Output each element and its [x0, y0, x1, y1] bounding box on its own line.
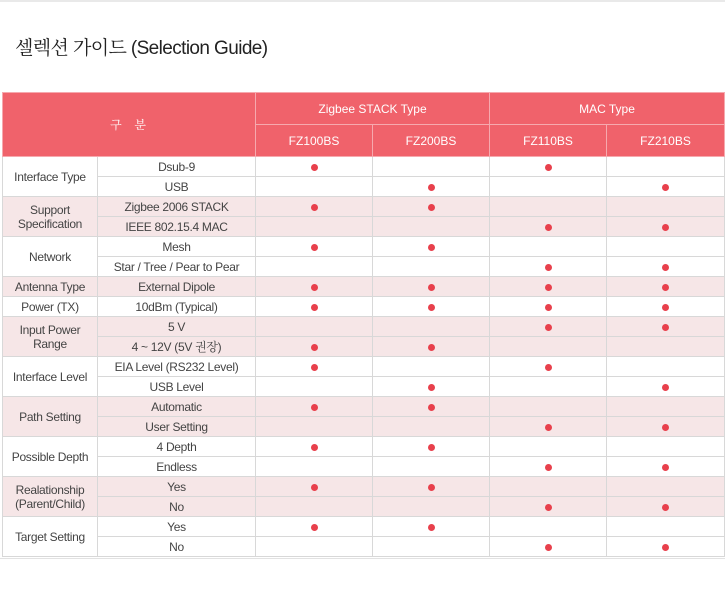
- category-cell: Input Power Range: [3, 317, 98, 357]
- support-cell: [490, 317, 607, 337]
- supported-dot-icon: [662, 304, 669, 311]
- support-cell: [607, 477, 725, 497]
- supported-dot-icon: [662, 264, 669, 271]
- table-row: [3, 377, 725, 397]
- support-cell: [490, 437, 607, 457]
- supported-dot-icon: [311, 444, 318, 451]
- spec-label-cell: 4 ~ 12V (5V 권장): [98, 337, 256, 357]
- supported-dot-icon: [545, 364, 552, 371]
- support-cell: [256, 337, 373, 357]
- support-cell: [256, 217, 373, 237]
- supported-dot-icon: [428, 204, 435, 211]
- table-row: [3, 257, 725, 277]
- spec-label-cell: Endless: [98, 457, 256, 477]
- supported-dot-icon: [428, 484, 435, 491]
- support-cell: [256, 377, 373, 397]
- spec-label-cell: Star / Tree / Pear to Pear: [98, 257, 256, 277]
- table-row: [3, 477, 725, 497]
- category-cell: Path Setting: [3, 397, 98, 437]
- support-cell: [490, 177, 607, 197]
- support-cell: [256, 497, 373, 517]
- supported-dot-icon: [311, 344, 318, 351]
- category-cell: Support Specification: [3, 197, 98, 237]
- supported-dot-icon: [545, 224, 552, 231]
- supported-dot-icon: [428, 304, 435, 311]
- support-cell: [490, 297, 607, 317]
- support-cell: [373, 377, 490, 397]
- support-cell: [256, 177, 373, 197]
- table-row: [3, 517, 725, 537]
- supported-dot-icon: [428, 184, 435, 191]
- support-cell: [373, 177, 490, 197]
- support-cell: [373, 517, 490, 537]
- supported-dot-icon: [428, 524, 435, 531]
- support-cell: [607, 217, 725, 237]
- supported-dot-icon: [311, 244, 318, 251]
- supported-dot-icon: [662, 504, 669, 511]
- supported-dot-icon: [545, 324, 552, 331]
- supported-dot-icon: [662, 424, 669, 431]
- category-cell: Possible Depth: [3, 437, 98, 477]
- category-cell: Power (TX): [3, 297, 98, 317]
- spec-label-cell: External Dipole: [98, 277, 256, 297]
- support-cell: [490, 257, 607, 277]
- table-row: [3, 337, 725, 357]
- support-cell: [256, 357, 373, 377]
- spec-label-cell: No: [98, 497, 256, 517]
- support-cell: [490, 397, 607, 417]
- table-row: [3, 357, 725, 377]
- spec-label-cell: Yes: [98, 477, 256, 497]
- table-row: [3, 197, 725, 217]
- supported-dot-icon: [428, 284, 435, 291]
- support-cell: [607, 257, 725, 277]
- support-cell: [607, 197, 725, 217]
- support-cell: [607, 177, 725, 197]
- spec-label-cell: Zigbee 2006 STACK: [98, 197, 256, 217]
- support-cell: [607, 497, 725, 517]
- support-cell: [373, 217, 490, 237]
- supported-dot-icon: [545, 284, 552, 291]
- support-cell: [256, 477, 373, 497]
- support-cell: [490, 497, 607, 517]
- support-cell: [490, 157, 607, 177]
- supported-dot-icon: [545, 504, 552, 511]
- supported-dot-icon: [662, 184, 669, 191]
- support-cell: [490, 197, 607, 217]
- model-header-fz200bs: FZ200BS: [373, 125, 490, 157]
- supported-dot-icon: [311, 524, 318, 531]
- support-cell: [256, 397, 373, 417]
- supported-dot-icon: [545, 164, 552, 171]
- spec-label-cell: Dsub-9: [98, 157, 256, 177]
- spec-label-cell: EIA Level (RS232 Level): [98, 357, 256, 377]
- category-cell: Realationship (Parent/Child): [3, 477, 98, 517]
- support-cell: [607, 297, 725, 317]
- support-cell: [607, 517, 725, 537]
- category-header: 구 분: [3, 93, 256, 157]
- category-cell: Interface Type: [3, 157, 98, 197]
- supported-dot-icon: [311, 484, 318, 491]
- support-cell: [256, 237, 373, 257]
- spec-label-cell: IEEE 802.15.4 MAC: [98, 217, 256, 237]
- supported-dot-icon: [545, 304, 552, 311]
- supported-dot-icon: [545, 464, 552, 471]
- table-row: [3, 317, 725, 337]
- support-cell: [490, 337, 607, 357]
- support-cell: [607, 157, 725, 177]
- support-cell: [373, 357, 490, 377]
- support-cell: [256, 257, 373, 277]
- table-row: [3, 417, 725, 437]
- support-cell: [607, 397, 725, 417]
- supported-dot-icon: [662, 544, 669, 551]
- supported-dot-icon: [662, 384, 669, 391]
- spec-label-cell: 4 Depth: [98, 437, 256, 457]
- top-divider: [0, 0, 725, 2]
- support-cell: [373, 397, 490, 417]
- category-cell: Interface Level: [3, 357, 98, 397]
- table-row: [3, 397, 725, 417]
- category-cell: Antenna Type: [3, 277, 98, 297]
- support-cell: [607, 417, 725, 437]
- supported-dot-icon: [662, 464, 669, 471]
- support-cell: [607, 337, 725, 357]
- support-cell: [490, 417, 607, 437]
- table-row: [3, 497, 725, 517]
- support-cell: [373, 157, 490, 177]
- support-cell: [373, 297, 490, 317]
- supported-dot-icon: [428, 244, 435, 251]
- support-cell: [607, 317, 725, 337]
- support-cell: [490, 517, 607, 537]
- support-cell: [256, 317, 373, 337]
- table-row: [3, 437, 725, 457]
- category-cell: Target Setting: [3, 517, 98, 557]
- support-cell: [607, 437, 725, 457]
- supported-dot-icon: [311, 204, 318, 211]
- support-cell: [373, 457, 490, 477]
- support-cell: [373, 277, 490, 297]
- table-row: [3, 157, 725, 177]
- model-header-fz110bs: FZ110BS: [490, 125, 607, 157]
- supported-dot-icon: [428, 344, 435, 351]
- spec-label-cell: No: [98, 537, 256, 557]
- table-row: [3, 217, 725, 237]
- bottom-divider: [0, 558, 725, 559]
- spec-label-cell: USB: [98, 177, 256, 197]
- supported-dot-icon: [428, 384, 435, 391]
- table-row: [3, 457, 725, 477]
- supported-dot-icon: [662, 324, 669, 331]
- supported-dot-icon: [428, 404, 435, 411]
- table-row: [3, 537, 725, 557]
- supported-dot-icon: [311, 304, 318, 311]
- selection-guide-table: [2, 92, 725, 557]
- support-cell: [607, 237, 725, 257]
- supported-dot-icon: [545, 264, 552, 271]
- support-cell: [256, 517, 373, 537]
- support-cell: [607, 457, 725, 477]
- supported-dot-icon: [662, 224, 669, 231]
- spec-label-cell: User Setting: [98, 417, 256, 437]
- support-cell: [256, 457, 373, 477]
- supported-dot-icon: [545, 424, 552, 431]
- table-row: [3, 277, 725, 297]
- support-cell: [256, 157, 373, 177]
- support-cell: [490, 457, 607, 477]
- spec-label-cell: USB Level: [98, 377, 256, 397]
- support-cell: [256, 197, 373, 217]
- support-cell: [373, 257, 490, 277]
- supported-dot-icon: [311, 284, 318, 291]
- table-row: [3, 237, 725, 257]
- support-cell: [607, 377, 725, 397]
- spec-label-cell: 5 V: [98, 317, 256, 337]
- table-body: [3, 157, 725, 557]
- support-cell: [256, 417, 373, 437]
- model-header-fz210bs: FZ210BS: [607, 125, 725, 157]
- supported-dot-icon: [662, 284, 669, 291]
- table-row: [3, 297, 725, 317]
- support-cell: [373, 477, 490, 497]
- support-cell: [373, 417, 490, 437]
- spec-label-cell: 10dBm (Typical): [98, 297, 256, 317]
- spec-label-cell: Automatic: [98, 397, 256, 417]
- support-cell: [490, 377, 607, 397]
- page-title: 셀렉션 가이드 (Selection Guide): [15, 38, 268, 59]
- table-row: [3, 177, 725, 197]
- support-cell: [373, 437, 490, 457]
- support-cell: [607, 357, 725, 377]
- support-cell: [256, 277, 373, 297]
- support-cell: [256, 537, 373, 557]
- supported-dot-icon: [311, 364, 318, 371]
- support-cell: [490, 237, 607, 257]
- support-cell: [373, 337, 490, 357]
- category-cell: Network: [3, 237, 98, 277]
- supported-dot-icon: [428, 444, 435, 451]
- group-header-mac: MAC Type: [490, 93, 725, 125]
- support-cell: [607, 277, 725, 297]
- support-cell: [490, 357, 607, 377]
- support-cell: [490, 277, 607, 297]
- supported-dot-icon: [311, 164, 318, 171]
- spec-label-cell: Yes: [98, 517, 256, 537]
- support-cell: [607, 537, 725, 557]
- supported-dot-icon: [545, 544, 552, 551]
- support-cell: [256, 297, 373, 317]
- supported-dot-icon: [311, 404, 318, 411]
- support-cell: [373, 197, 490, 217]
- support-cell: [373, 237, 490, 257]
- support-cell: [373, 317, 490, 337]
- support-cell: [490, 537, 607, 557]
- support-cell: [490, 477, 607, 497]
- support-cell: [373, 497, 490, 517]
- support-cell: [373, 537, 490, 557]
- group-header-zigbee: Zigbee STACK Type: [256, 93, 490, 125]
- support-cell: [490, 217, 607, 237]
- model-header-fz100bs: FZ100BS: [256, 125, 373, 157]
- support-cell: [256, 437, 373, 457]
- spec-label-cell: Mesh: [98, 237, 256, 257]
